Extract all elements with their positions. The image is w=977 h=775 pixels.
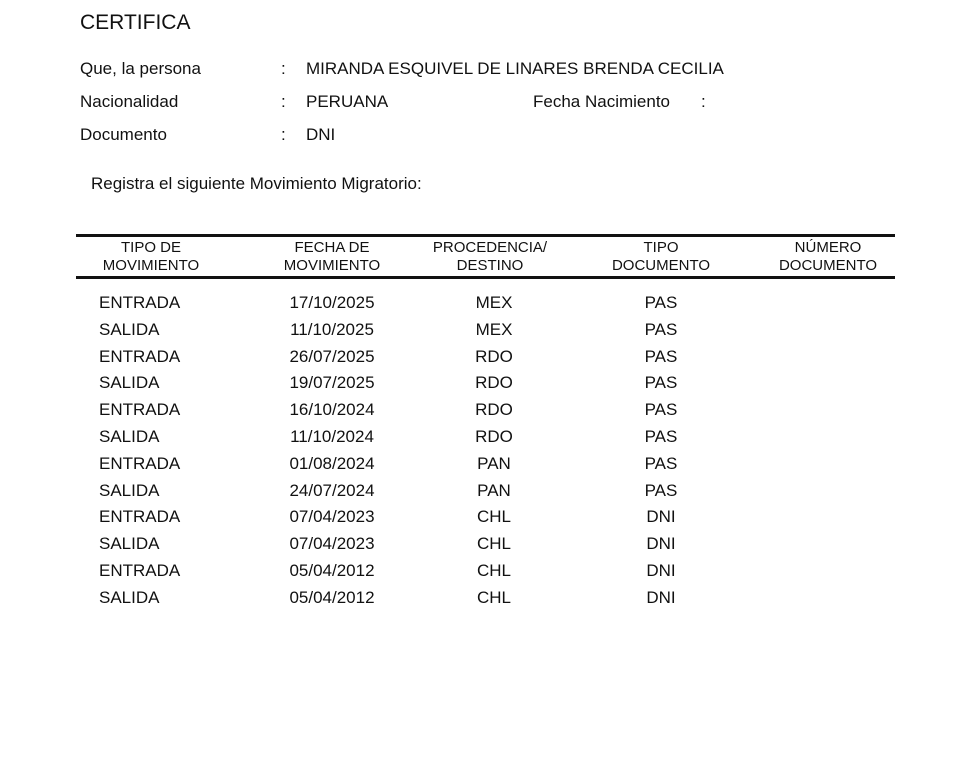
header-line: FECHA DE: [294, 239, 370, 256]
header-line: TIPO: [643, 239, 679, 256]
table-row: [0, 560, 977, 587]
document-type-cell: PAS: [644, 319, 678, 339]
movement-type-cell: ENTRADA: [99, 293, 181, 312]
movement-type-cell: SALIDA: [99, 373, 160, 393]
movement-date-cell: 05/04/2012: [289, 587, 375, 607]
origin-destination-cell: CHL: [476, 507, 511, 527]
document-type-cell: PAS: [644, 480, 678, 500]
header-movement-date: [247, 239, 417, 275]
table-top-rule: [76, 234, 895, 237]
header-line: DESTINO: [456, 257, 524, 274]
movement-type-cell: SALIDA: [99, 480, 160, 500]
document-type-cell: PAS: [644, 346, 678, 366]
origin-destination-cell: RDO: [475, 346, 513, 366]
header-line: DOCUMENTO: [778, 257, 878, 274]
birth-date-label: Fecha Nacimiento: [533, 92, 671, 111]
table-row: [0, 587, 977, 614]
movement-date-cell: 11/10/2024: [290, 426, 374, 446]
document-type-cell: DNI: [646, 534, 676, 554]
person-label: Que, la persona: [80, 59, 201, 78]
movement-type-cell: ENTRADA: [99, 507, 181, 527]
movement-date-cell: 07/04/2023: [289, 507, 375, 527]
table-row: [0, 506, 977, 533]
table-row: [0, 480, 977, 507]
document-type-cell: PAS: [644, 453, 678, 473]
origin-destination-cell: CHL: [476, 560, 511, 580]
table-row: [0, 453, 977, 480]
movement-date-cell: 26/07/2025: [289, 346, 375, 366]
movement-date-cell: 19/07/2025: [289, 373, 375, 393]
header-line: PROCEDENCIA/: [432, 239, 548, 256]
person-colon: :: [281, 59, 286, 78]
header-origin-destination: [405, 239, 575, 275]
table-row: [0, 292, 977, 319]
document-type-cell: DNI: [646, 507, 676, 527]
document-label: Documento: [80, 125, 167, 144]
movement-date-cell: 16/10/2024: [289, 400, 375, 420]
movement-type-cell: SALIDA: [99, 534, 160, 554]
movement-date-cell: 05/04/2012: [289, 560, 375, 580]
movement-intro: Registra el siguiente Movimiento Migratorio:: [91, 174, 422, 193]
origin-destination-cell: RDO: [475, 373, 513, 393]
origin-destination-cell: MEX: [475, 293, 513, 312]
document-type-cell: PAS: [644, 293, 678, 312]
table-row: [0, 372, 977, 399]
table-row: [0, 399, 977, 426]
table-row: [0, 533, 977, 560]
movement-type-cell: ENTRADA: [99, 453, 181, 473]
document-type-cell: PAS: [644, 373, 678, 393]
nationality-colon: :: [281, 92, 286, 111]
movement-date-cell: 01/08/2024: [289, 453, 375, 473]
header-movement-type: [66, 239, 236, 275]
table-header-rule: [76, 276, 895, 279]
table-row: [0, 319, 977, 346]
header-line: DOCUMENTO: [611, 257, 711, 274]
origin-destination-cell: CHL: [476, 587, 511, 607]
table-row: [0, 346, 977, 373]
movement-date-cell: 17/10/2025: [289, 293, 375, 312]
table-row: [0, 426, 977, 453]
nationality-value: PERUANA: [306, 92, 389, 111]
nationality-label: Nacionalidad: [80, 92, 179, 111]
document-type-cell: PAS: [644, 400, 678, 420]
header-document-type: [576, 239, 746, 275]
document-type-cell: DNI: [646, 587, 676, 607]
movement-type-cell: ENTRADA: [99, 400, 181, 420]
origin-destination-cell: PAN: [477, 480, 511, 500]
header-line: MOVIMIENTO: [102, 257, 200, 274]
origin-destination-cell: PAN: [477, 453, 511, 473]
movement-type-cell: ENTRADA: [99, 560, 181, 580]
header-line: NÚMERO: [794, 239, 862, 256]
movement-date-cell: 11/10/2025: [290, 319, 374, 339]
person-name: MIRANDA ESQUIVEL DE LINARES BRENDA CECILIA: [306, 59, 724, 78]
movement-date-cell: 24/07/2024: [289, 480, 375, 500]
origin-destination-cell: CHL: [476, 534, 511, 554]
document-colon: :: [281, 125, 286, 144]
header-line: TIPO DE: [120, 239, 181, 256]
movement-table-body: [0, 292, 977, 614]
header-line: MOVIMIENTO: [283, 257, 381, 274]
origin-destination-cell: RDO: [475, 426, 513, 446]
header-document-number: [743, 239, 913, 275]
movement-type-cell: SALIDA: [99, 319, 160, 339]
origin-destination-cell: MEX: [475, 319, 513, 339]
birth-date-colon: :: [701, 92, 706, 111]
origin-destination-cell: RDO: [475, 400, 513, 420]
document-value: DNI: [306, 125, 336, 144]
movement-date-cell: 07/04/2023: [289, 534, 375, 554]
movement-type-cell: SALIDA: [99, 587, 160, 607]
document-type-cell: PAS: [644, 426, 678, 446]
movement-type-cell: SALIDA: [99, 426, 160, 446]
document-title: CERTIFICA: [80, 11, 191, 34]
document-type-cell: DNI: [646, 560, 676, 580]
movement-type-cell: ENTRADA: [99, 346, 181, 366]
